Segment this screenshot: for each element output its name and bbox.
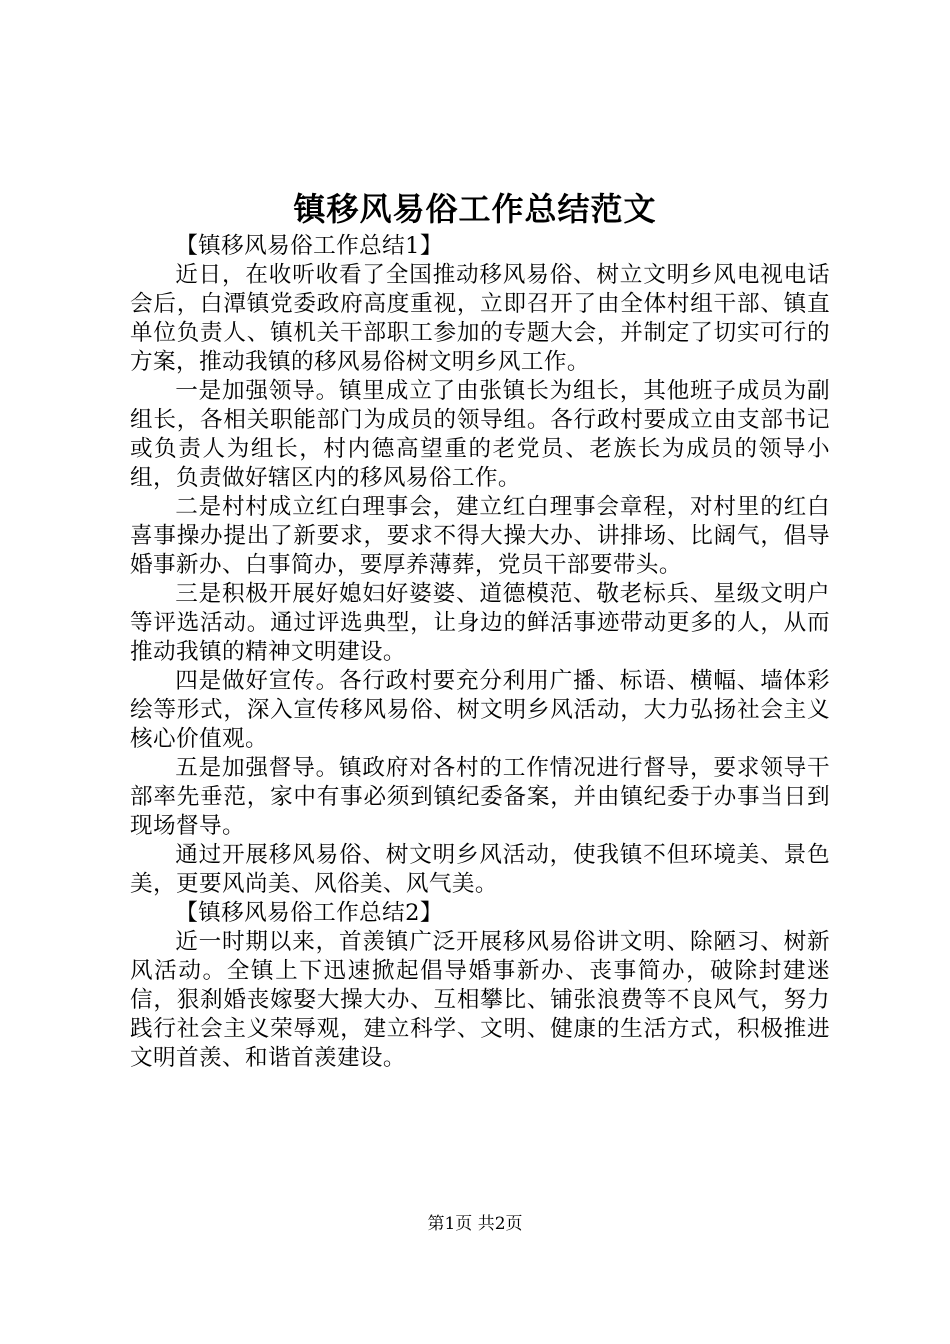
section-heading-1: 【镇移风易俗工作总结1】: [175, 233, 443, 259]
paragraph: 三是积极开展好媳妇好婆婆、道德模范、敬老标兵、星级文明户等评选活动。通过评选典型，让身边的鲜活事迹带动更多的人，从而推动我镇的精神文明建设。: [130, 581, 830, 665]
paragraph: 通过开展移风易俗、树文明乡风活动，使我镇不但环境美、景色美，更要风尚美、风俗美、风气美。: [130, 842, 830, 897]
paragraph: 近一时期以来，首羡镇广泛开展移风易俗讲文明、除陋习、树新风活动。全镇上下迅速掀起倡导婚事新办、丧事简办，破除封建迷信，狠刹婚丧嫁娶大操大办、互相攀比、铺张浪费等不良风气，努力践行社会主义荣辱观，建立科学、文明、健康的生活方式，积极推进文明首羡、和谐首羡建设。: [130, 929, 830, 1071]
paragraph: 二是村村成立红白理事会，建立红白理事会章程，对村里的红白喜事操办提出了新要求，要求不得大操大办、讲排场、比阔气，倡导婚事新办、白事简办，要厚养薄葬，党员干部要带头。: [130, 494, 830, 578]
document-body: [130, 232, 830, 1073]
paragraph: 近日，在收听收看了全国推动移风易俗、树立文明乡风电视电话会后，白潭镇党委政府高度重视，立即召开了由全体村组干部、镇直单位负责人、镇机关干部职工参加的专题大会，并制定了切实可行的方案，推动我镇的移风易俗树文明乡风工作。: [130, 262, 830, 375]
paragraph: 五是加强督导。镇政府对各村的工作情况进行督导，要求领导干部率先垂范，家中有事必须到镇纪委备案，并由镇纪委于办事当日到现场督导。: [130, 755, 830, 839]
paragraph: 四是做好宣传。各行政村要充分利用广播、标语、横幅、墙体彩绘等形式，深入宣传移风易俗、树文明乡风活动，大力弘扬社会主义核心价值观。: [130, 668, 830, 752]
section-heading-2: 【镇移风易俗工作总结2】: [175, 900, 443, 926]
document-title: 镇移风易俗工作总结范文: [293, 190, 657, 228]
paragraph: 一是加强领导。镇里成立了由张镇长为组长，其他班子成员为副组长，各相关职能部门为成员的领导组。各行政村要成立由支部书记或负责人为组长，村内德高望重的老党员、老族长为成员的领导小组，负责做好辖区内的移风易俗工作。: [130, 378, 830, 491]
page-number-footer: 第1页 共2页: [427, 1214, 523, 1234]
